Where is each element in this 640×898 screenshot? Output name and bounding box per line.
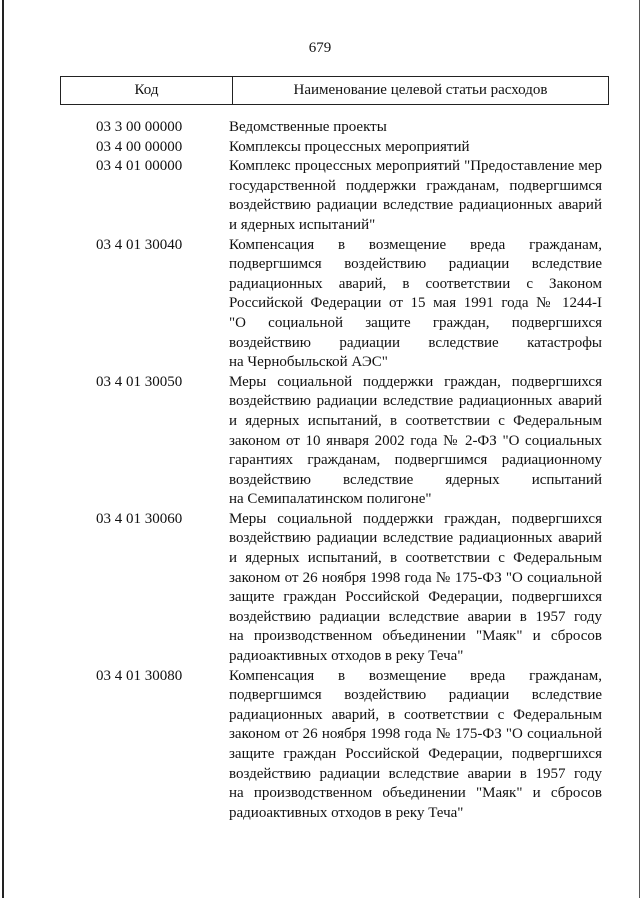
table-row	[96, 667, 602, 824]
expense-name-line: на производственном объединении "Маяк" и сбросов	[229, 628, 602, 645]
expense-name-line: Российской Федерации от 15 мая 1991 года № 1244-I	[229, 295, 602, 312]
expense-code: 03 4 01 30080	[96, 667, 183, 684]
expense-name-line: Компенсация в возмещение вреда гражданам,	[229, 236, 602, 253]
expense-name-line: Ведомственные проекты	[229, 119, 387, 135]
expense-name-line: радиоактивных отходов в реку Теча"	[229, 648, 464, 665]
expense-name-line: радиационных аварий, в соответствии с Законом	[229, 275, 602, 292]
expense-name	[229, 138, 602, 158]
name-column-header: Наименование целевой статьи расходов	[293, 82, 548, 98]
expense-name-line: Комплекс процессных мероприятий "Предоставление мер	[229, 158, 602, 175]
expense-name-line: радиационных аварий, в соответствии с Федеральным	[229, 706, 602, 723]
expense-name	[229, 373, 602, 510]
expense-name-line: и ядерных испытаний, в соответствии с Федеральным	[229, 550, 602, 567]
expense-name-line: защите граждан Российской Федерации, подвергшихся	[229, 746, 602, 762]
expense-name	[229, 510, 602, 667]
expense-name-line: законом от 10 января 2002 года № 2-ФЗ "О социальных	[229, 432, 602, 449]
table-row	[96, 510, 602, 667]
expense-name-line: защите граждан Российской Федерации, подвергшихся	[229, 589, 602, 606]
expense-name-line: воздействию радиации вследствие радиационных аварий	[229, 393, 602, 410]
expense-name-line: Компенсация в возмещение вреда гражданам,	[229, 667, 602, 684]
expense-name-line: на Чернобыльской АЭС"	[229, 354, 388, 371]
table-row	[96, 157, 602, 235]
expense-name-line: подвергшимся воздействию радиации вследствие	[229, 687, 602, 704]
expense-name-line: Комплексы процессных мероприятий	[229, 138, 470, 155]
table-row	[96, 373, 602, 510]
expense-name-line: "О социальной защите граждан, подвергшихся	[229, 314, 602, 331]
expense-name-line: Меры социальной поддержки граждан, подвергшихся	[229, 510, 602, 527]
expense-name-line: на производственном объединении "Маяк" и сбросов	[229, 785, 602, 802]
expense-name	[229, 667, 602, 824]
expense-name-line: радиоактивных отходов в реку Теча"	[229, 804, 464, 821]
expense-code: 03 4 01 00000	[96, 158, 183, 175]
expense-code: 03 4 01 30060	[96, 510, 183, 527]
expense-code: 03 4 01 30040	[96, 236, 183, 253]
expense-name-line: воздействию радиации вследствие радиационных аварий	[229, 530, 602, 547]
expense-name-line: гарантиях гражданам, подвергшимся радиационному	[229, 452, 602, 469]
expense-name-line: и ядерных испытаний, в соответствии с Федеральным	[229, 412, 602, 429]
expense-name-line: законом от 26 ноября 1998 года № 175-ФЗ "О социальной	[229, 569, 602, 586]
expense-name-line: Меры социальной поддержки граждан, подвергшихся	[229, 373, 602, 390]
expense-code: 03 3 00 00000	[96, 119, 183, 135]
expense-name	[229, 118, 602, 138]
expense-name-line: воздействию радиации вследствие катастрофы	[229, 334, 602, 351]
expense-name-line: воздействию радиации вследствие аварии в 1957 году	[229, 765, 602, 782]
expense-name-line: воздействию радиации вследствие радиационных аварий	[229, 197, 602, 214]
table-body	[96, 118, 602, 823]
expense-name	[229, 157, 602, 235]
expense-name-line: государственной поддержки гражданам, подвергшимся	[229, 177, 602, 194]
expense-name-line: на Семипалатинском полигоне"	[229, 491, 432, 508]
page-number: 679	[308, 40, 332, 56]
expense-name-line: воздействию радиации вследствие аварии в 1957 году	[229, 608, 602, 625]
expense-name-line: и ядерных испытаний"	[229, 216, 376, 233]
expense-code: 03 4 00 00000	[96, 138, 183, 155]
table-row	[96, 138, 602, 158]
expense-name	[229, 236, 602, 373]
table-row	[96, 236, 602, 373]
scan-left-edge	[2, 0, 4, 898]
table-row	[96, 118, 602, 138]
code-column-header: Код	[61, 77, 233, 104]
expense-name-line: воздействию вследствие ядерных испытаний	[229, 471, 602, 488]
expense-code: 03 4 01 30050	[96, 373, 183, 390]
expense-name-line: законом от 26 ноября 1998 года № 175-ФЗ "О социальной	[229, 726, 602, 743]
expense-name-line: подвергшимся воздействию радиации вследствие	[229, 256, 602, 273]
table-header	[60, 76, 609, 105]
